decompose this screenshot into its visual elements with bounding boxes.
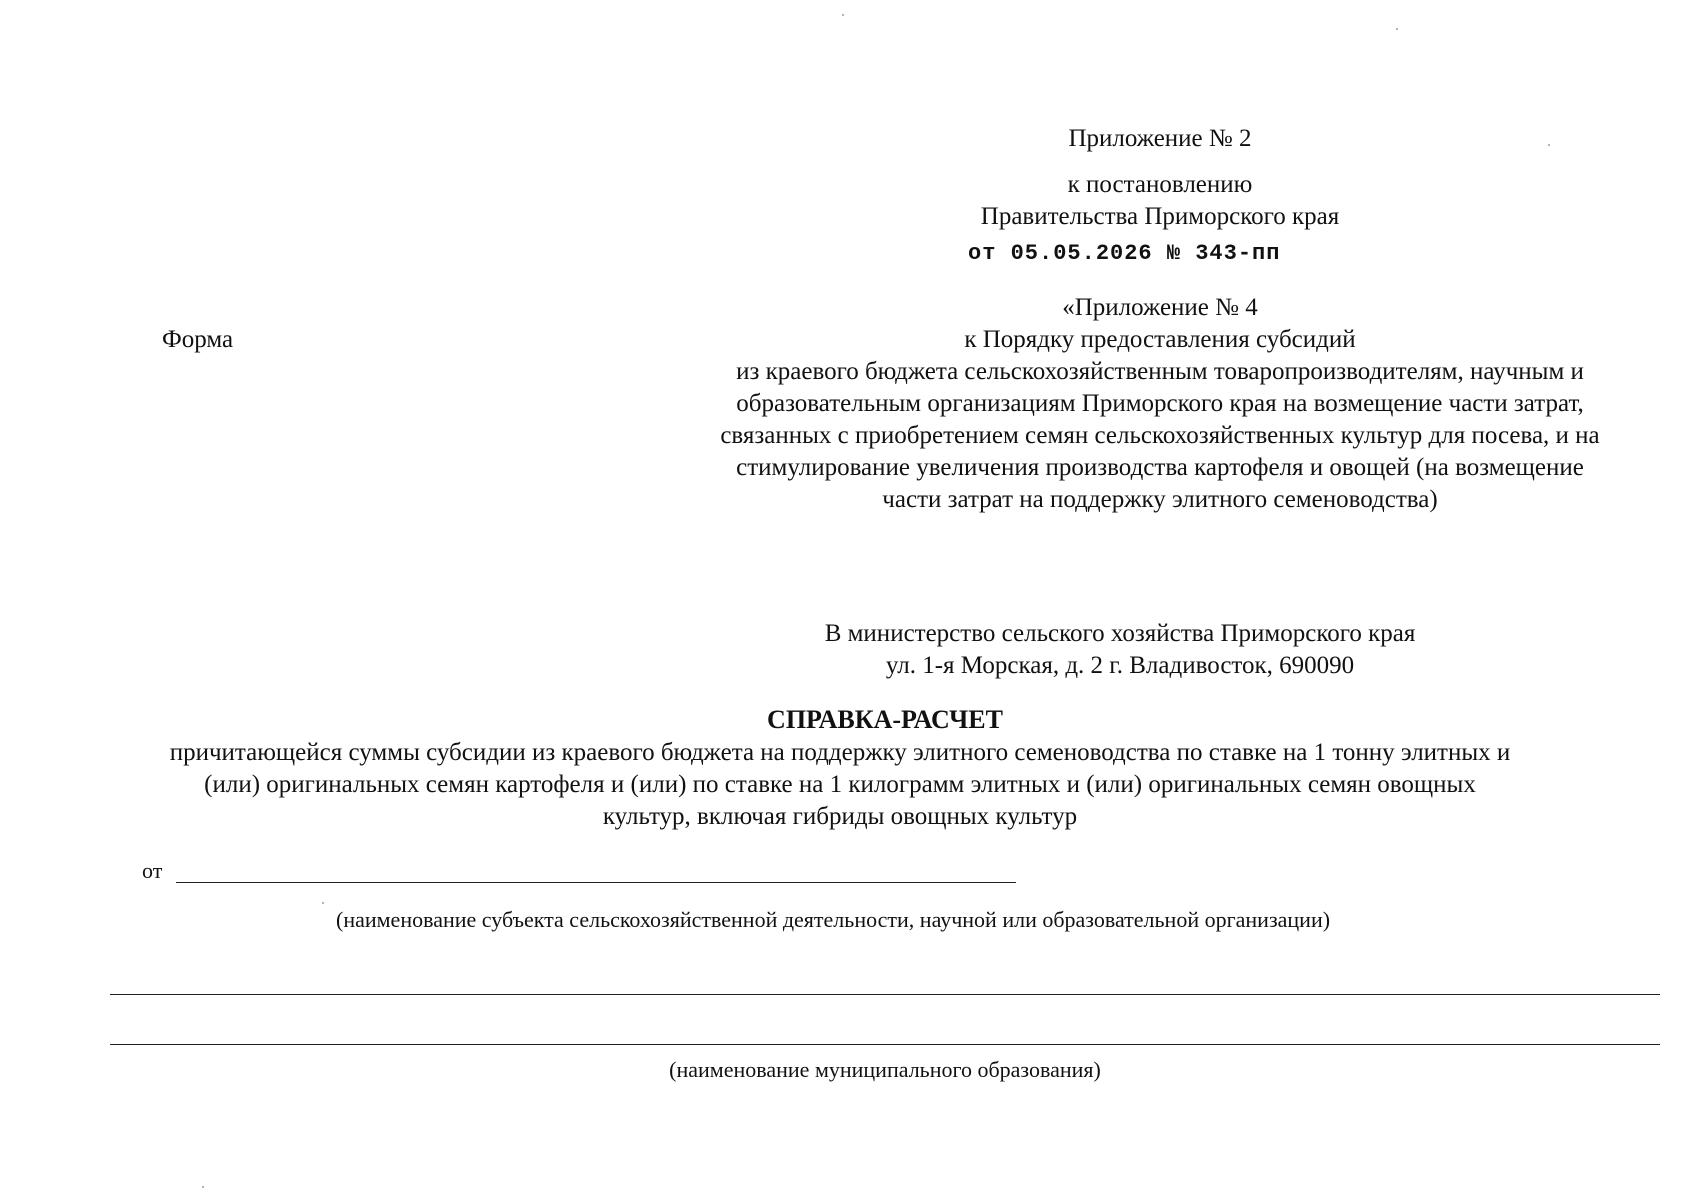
inner-appendix-line-2: из краевого бюджета сельскохозяйственным товаропроизводителям, научным и [736,358,1584,385]
inner-appendix-line-4: связанных с приобретением семян сельскохозяйственных культур для посева, и на [720,422,1600,449]
from-input[interactable] [176,854,1016,882]
addressee-ministry: В министерство сельского хозяйства Приморского края [824,620,1416,647]
scan-speck [1396,28,1398,30]
form-label: Форма [162,326,234,353]
document-subtitle-line-1: причитающейся суммы субсидии из краевого бюджета на поддержку элитного семеноводства по ставке на 1 тонну элитных и [169,739,1511,766]
from-label: от [142,858,163,883]
scan-speck [322,902,324,904]
document-subtitle [40,737,1640,833]
inner-appendix-line-3: образовательным организациям Приморского края на возмещение части затрат, [736,390,1584,417]
addressee-address: ул. 1-я Морская, д. 2 г. Владивосток, 690090 [885,652,1355,679]
inner-appendix-line-1: к Порядку предоставления субсидий [964,326,1356,353]
document-title: СПРАВКА-РАСЧЕТ [767,705,1003,734]
scan-speck [842,14,844,16]
scan-speck [1548,144,1550,146]
municipality-caption [110,1056,1660,1084]
document-subtitle-line-3: культур, включая гибриды овощных культур [602,803,1078,830]
appendix-line-decree: к постановлению [1067,171,1253,198]
from-underline [176,882,1016,883]
inner-appendix-block [640,292,1680,516]
municipality-caption-text: (наименование муниципального образования) [669,1057,1101,1082]
document-subtitle-line-2: (или) оригинальных семян картофеля и (или) по ставке на 1 килограмм элитных и (или) оригинальных семян овощных [204,771,1476,798]
appendix-line-government: Правительства Приморского края [980,203,1340,230]
inner-appendix-line-5: стимулирование увеличения производства картофеля и овощей (на возмещение [736,454,1584,481]
inner-appendix-title: «Приложение № 4 [1062,294,1258,321]
scan-speck [202,1186,204,1188]
subject-caption: (наименование субъекта сельскохозяйственной деятельности, научной или образовательной организации) [336,907,1331,932]
document-heading [40,704,1692,736]
municipality-input-line-2[interactable] [110,1016,1660,1044]
municipality-underline-2 [110,1044,1660,1045]
addressee-block [760,618,1480,682]
inner-appendix-line-6: части затрат на поддержку элитного семеноводства) [882,486,1438,513]
municipality-underline-1 [110,994,1660,995]
municipality-input-line-1[interactable] [110,966,1660,994]
appendix-header [980,123,1340,233]
appendix-title: Приложение № 2 [1068,125,1252,152]
decree-date-number-stamp: от 05.05.2026 № 343-пп [968,241,1281,266]
